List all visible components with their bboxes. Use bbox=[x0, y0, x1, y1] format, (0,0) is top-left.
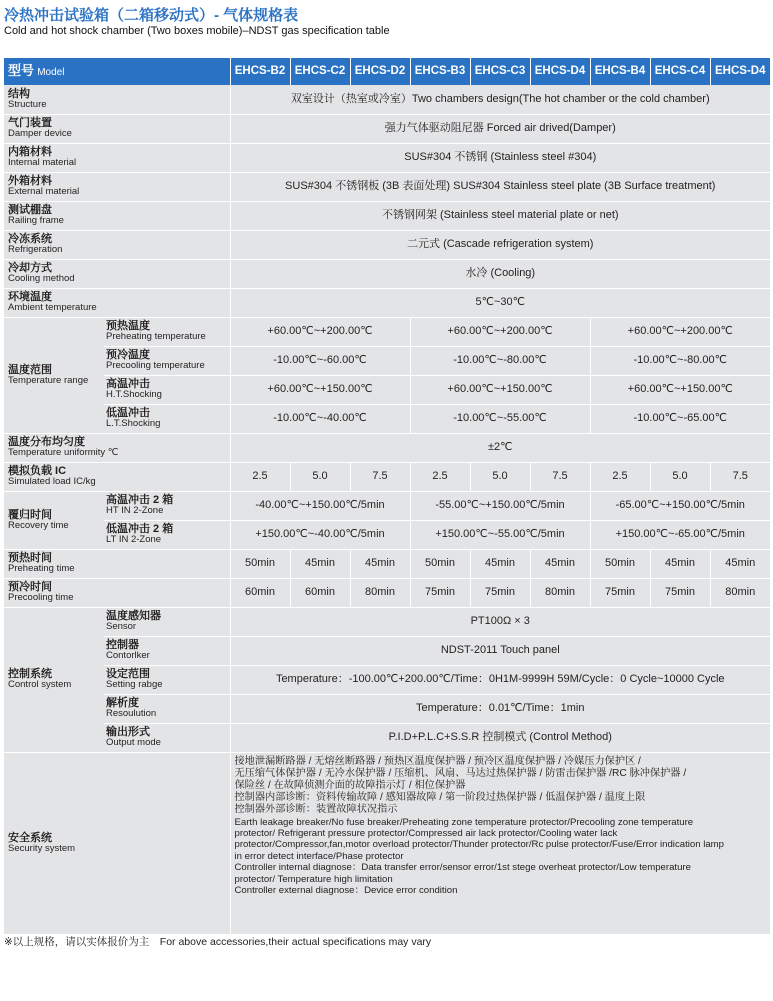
spec-row-temperature-uniformity bbox=[4, 433, 770, 462]
safety-line: Controller external diagnose：Device error condition bbox=[234, 884, 458, 896]
sub-row-label: 输出形式 Output mode bbox=[104, 723, 230, 752]
spec-value: 7.5 bbox=[350, 462, 410, 491]
spec-row-external-material bbox=[4, 172, 770, 201]
spec-row-preheating-time bbox=[4, 549, 770, 578]
spec-value: 60min bbox=[230, 578, 290, 607]
spec-value: NDST-2011 Touch panel bbox=[230, 636, 770, 665]
spec-value: -10.00℃~-80.00℃ bbox=[410, 346, 590, 375]
spec-value: 5.0 bbox=[470, 462, 530, 491]
spec-value: 45min bbox=[650, 549, 710, 578]
row-label: 内箱材料 Internal material bbox=[4, 143, 230, 172]
spec-row-ambient-temperature bbox=[4, 288, 770, 317]
spec-value: 50min bbox=[230, 549, 290, 578]
spec-value: 2.5 bbox=[410, 462, 470, 491]
sub-row-label: 高温冲击 H.T.Shocking bbox=[104, 375, 230, 404]
spec-value: -10.00℃~-80.00℃ bbox=[590, 346, 770, 375]
spec-value: +60.00℃~+150.00℃ bbox=[590, 375, 770, 404]
spec-value: P.I.D+P.L.C+S.S.R 控制模式 (Control Method) bbox=[230, 723, 770, 752]
spec-value: 80min bbox=[350, 578, 410, 607]
spec-value: +60.00℃~+200.00℃ bbox=[230, 317, 410, 346]
spec-value: +60.00℃~+150.00℃ bbox=[410, 375, 590, 404]
spec-value: 强力气体驱动阻尼器 Forced air drived(Damper) bbox=[230, 114, 770, 143]
safety-line: protector/ Refrigerant pressure protector/Compressed air lack protector/Cooling water lack bbox=[234, 827, 618, 839]
model-header: EHCS-B3 bbox=[410, 58, 470, 85]
spec-value: 45min bbox=[350, 549, 410, 578]
spec-row-setting-range bbox=[4, 665, 770, 694]
spec-row-ht-shocking bbox=[4, 375, 770, 404]
sub-row-label: 设定范围 Setting rabge bbox=[104, 665, 230, 694]
row-label: 冷却方式 Cooling method bbox=[4, 259, 230, 288]
row-label: 结构 Structure bbox=[4, 85, 230, 114]
spec-row-precooling-time bbox=[4, 578, 770, 607]
safety-line: in error detect interface/Phase protector bbox=[234, 850, 404, 862]
sub-row-label: 低温冲击 2 箱 LT IN 2-Zone bbox=[104, 520, 230, 549]
sub-row-label: 控制器 Contorlker bbox=[104, 636, 230, 665]
row-label: 气门装置 Damper device bbox=[4, 114, 230, 143]
page-subtitle: Cold and hot shock chamber (Two boxes mobile)–NDST gas specification table bbox=[4, 25, 390, 37]
row-label: 预热时间 Preheating time bbox=[4, 549, 230, 578]
spec-value: SUS#304 不锈钢 (Stainless steel #304) bbox=[230, 143, 770, 172]
spec-table bbox=[4, 58, 770, 935]
safety-line: 保险丝 / 在故障侦测介面的故障指示灯 / 相位保护器 bbox=[234, 779, 466, 791]
spec-row-output-mode bbox=[4, 723, 770, 752]
safety-line: protector/Compressor,fan,motor overload protector/Thunder protector/Rc pulse protector/Fuse/Error indication lamp bbox=[234, 839, 725, 851]
spec-row-internal-material bbox=[4, 143, 770, 172]
spec-value: Temperature：-100.00℃+200.00℃/Time：0H1M-9999H 59M/Cycle：0 Cycle~10000 Cycle bbox=[230, 665, 770, 694]
spec-value: 75min bbox=[650, 578, 710, 607]
row-label: 冷冻系统 Refrigeration bbox=[4, 230, 230, 259]
sub-row-label: 预热温度 Preheating temperature bbox=[104, 317, 230, 346]
sub-row-label: 解析度 Resoulution bbox=[104, 694, 230, 723]
model-header: EHCS-B4 bbox=[590, 58, 650, 85]
spec-row-structure bbox=[4, 85, 770, 114]
spec-value: +150.00℃~-65.00℃/5min bbox=[590, 520, 770, 549]
model-header: EHCS-B2 bbox=[230, 58, 290, 85]
page-title: 冷热冲击试验箱（二箱移动式）- 气体规格表 bbox=[4, 7, 299, 24]
spec-value: 双室设计（热室或冷室）Two chambers design(The hot chamber or the cold chamber) bbox=[230, 85, 770, 114]
spec-value: 7.5 bbox=[530, 462, 590, 491]
spec-value: +60.00℃~+200.00℃ bbox=[410, 317, 590, 346]
spec-value: 5℃~30℃ bbox=[230, 288, 770, 317]
spec-value: -10.00℃~-55.00℃ bbox=[410, 404, 590, 433]
safety-line: Earth leakage breaker/No fuse breaker/Preheating zone temperature protector/Precooling zone temperature bbox=[234, 816, 694, 828]
spec-row-controller bbox=[4, 636, 770, 665]
sub-row-label: 预冷温度 Precooling temperature bbox=[104, 346, 230, 375]
spec-value: 7.5 bbox=[710, 462, 770, 491]
safety-line: 无压缩气体保护器 / 无冷水保护器 / 压缩机、风扇、马达过热保护器 / 防雷击保护器 /RC 脉冲保护器 / bbox=[234, 767, 687, 779]
spec-value: +150.00℃~-55.00℃/5min bbox=[410, 520, 590, 549]
spec-value: 45min bbox=[470, 549, 530, 578]
sub-row-label: 低温冲击 L.T.Shocking bbox=[104, 404, 230, 433]
model-header: EHCS-C4 bbox=[650, 58, 710, 85]
spec-row-security-system bbox=[4, 752, 770, 934]
spec-value: 45min bbox=[290, 549, 350, 578]
spec-value: 60min bbox=[290, 578, 350, 607]
spec-row-simulated-load bbox=[4, 462, 770, 491]
safety-line: 控制器内部诊断：资料传输故障 / 感知器故障 / 第一阶段过热保护器 / 低温保护器 / 温度上限 bbox=[234, 792, 646, 804]
spec-row-resolution bbox=[4, 694, 770, 723]
spec-value: 75min bbox=[470, 578, 530, 607]
row-label-control-system: 控制系统 Control system bbox=[4, 607, 104, 752]
safety-line: 控制器外部诊断：装置故障状况指示 bbox=[234, 804, 398, 816]
sub-row-label: 温度感知器 Sensor bbox=[104, 607, 230, 636]
model-header: EHCS-C2 bbox=[290, 58, 350, 85]
spec-value: 50min bbox=[410, 549, 470, 578]
spec-row-recovery-ht bbox=[4, 491, 770, 520]
spec-value: SUS#304 不锈钢板 (3B 表面处理) SUS#304 Stainless steel plate (3B Surface treatment) bbox=[230, 172, 770, 201]
spec-value: 75min bbox=[410, 578, 470, 607]
spec-value: 45min bbox=[530, 549, 590, 578]
spec-value: 水冷 (Cooling) bbox=[230, 259, 770, 288]
row-label: 环境温度 Ambient temperature bbox=[4, 288, 230, 317]
spec-value: 50min bbox=[590, 549, 650, 578]
sub-row-label: 高温冲击 2 箱 HT IN 2-Zone bbox=[104, 491, 230, 520]
spec-value: +60.00℃~+200.00℃ bbox=[590, 317, 770, 346]
spec-value: -10.00℃~-40.00℃ bbox=[230, 404, 410, 433]
row-label: 外箱材料 External material bbox=[4, 172, 230, 201]
spec-value: +60.00℃~+150.00℃ bbox=[230, 375, 410, 404]
safety-line: protector/ Temperature high limitation bbox=[234, 873, 393, 885]
spec-value: 5.0 bbox=[290, 462, 350, 491]
model-header-label: 型号 Model bbox=[4, 58, 230, 85]
spec-value: -65.00℃~+150.00℃/5min bbox=[590, 491, 770, 520]
footnote: ※以上规格，请以实体报价为主 For above accessories,their actual specifications may vary bbox=[4, 936, 432, 948]
row-label: 模拟负载 IC Simulated load IC/kg bbox=[4, 462, 230, 491]
spec-value: Temperature：0.01℃/Time：1min bbox=[230, 694, 770, 723]
spec-value: ±2℃ bbox=[230, 433, 770, 462]
spec-value: 80min bbox=[530, 578, 590, 607]
spec-row-cooling-method bbox=[4, 259, 770, 288]
spec-value: 2.5 bbox=[590, 462, 650, 491]
spec-value: -55.00℃~+150.00℃/5min bbox=[410, 491, 590, 520]
row-label-temperature-range: 温度范围 Temperature range bbox=[4, 317, 104, 433]
row-label: 预冷时间 Precooling time bbox=[4, 578, 230, 607]
row-label: 测试棚盘 Railing frame bbox=[4, 201, 230, 230]
spec-value: +150.00℃~-40.00℃/5min bbox=[230, 520, 410, 549]
spec-value: -10.00℃~-60.00℃ bbox=[230, 346, 410, 375]
spec-value: 2.5 bbox=[230, 462, 290, 491]
spec-value: -40.00℃~+150.00℃/5min bbox=[230, 491, 410, 520]
spec-row-lt-shocking bbox=[4, 404, 770, 433]
spec-row-refrigeration bbox=[4, 230, 770, 259]
spec-value: 75min bbox=[590, 578, 650, 607]
table-header-row bbox=[4, 58, 770, 85]
spec-value: 80min bbox=[710, 578, 770, 607]
spec-row-sensor bbox=[4, 607, 770, 636]
spec-row-preheating-temperature bbox=[4, 317, 770, 346]
model-header: EHCS-D4 bbox=[710, 58, 770, 85]
spec-row-damper bbox=[4, 114, 770, 143]
row-label: 温度分布均匀度 Temperature uniformity ℃ bbox=[4, 433, 230, 462]
model-header: EHCS-D2 bbox=[350, 58, 410, 85]
model-header: EHCS-C3 bbox=[470, 58, 530, 85]
spec-row-railing-frame bbox=[4, 201, 770, 230]
safety-line: Controller internal diagnose：Data transfer error/sensor error/1st stege overheat protector/Low temperature bbox=[234, 862, 691, 874]
model-header: EHCS-D4 bbox=[530, 58, 590, 85]
spec-value: -10.00℃~-65.00℃ bbox=[590, 404, 770, 433]
spec-row-precooling-temperature bbox=[4, 346, 770, 375]
spec-value: 5.0 bbox=[650, 462, 710, 491]
spec-value: PT100Ω × 3 bbox=[230, 607, 770, 636]
spec-row-recovery-lt bbox=[4, 520, 770, 549]
spec-value: 45min bbox=[710, 549, 770, 578]
spec-value: 不锈钢网架 (Stainless steel material plate or net) bbox=[230, 201, 770, 230]
safety-line: 接地泄漏断路器 / 无熔丝断路器 / 预热区温度保护器 / 预冷区温度保护器 / 冷媒压力保护区 / bbox=[234, 755, 641, 767]
row-label: 安全系统 Security system bbox=[4, 752, 230, 934]
safety-description bbox=[230, 752, 770, 934]
row-label-recovery-time: 覆归时间 Recovery time bbox=[4, 491, 104, 549]
spec-value: 二元式 (Cascade refrigeration system) bbox=[230, 230, 770, 259]
